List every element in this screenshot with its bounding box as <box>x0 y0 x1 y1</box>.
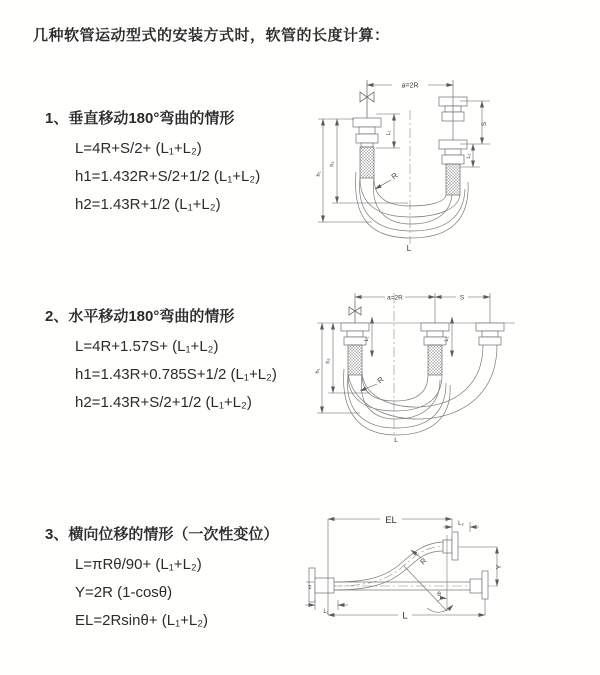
radius-label: R <box>418 555 429 567</box>
el-label: EL <box>385 515 397 526</box>
right-flange-original <box>470 571 488 599</box>
length-label: L <box>406 243 412 253</box>
centerline-mark: z <box>308 585 312 591</box>
formula-y: Y=2R (1-cosθ) <box>75 584 173 601</box>
formula-h1: h1=1.43R+0.785S+1/2 (L₁+L₂) <box>75 366 277 383</box>
section-1-formulas <box>75 135 260 219</box>
s-curve-hose <box>334 542 443 590</box>
middle-braided-hose <box>428 345 442 375</box>
l1-label: L₁ <box>323 609 329 615</box>
length-label: L <box>394 437 398 444</box>
formula-h2: h2=1.43R+S/2+1/2 (L₁+L₂) <box>75 394 252 411</box>
dimension-lines <box>305 519 497 615</box>
lateral-displacement-diagram <box>300 505 590 623</box>
formula-el: EL=2Rsinθ+ (L₁+L₂) <box>75 612 209 629</box>
left-braided-hose <box>348 345 362 375</box>
section-3-formulas <box>75 551 278 635</box>
l2-label: L₂ <box>444 336 450 342</box>
section-2 <box>45 305 277 417</box>
right-flange-displaced <box>443 532 458 560</box>
page-title: 几种软管运动型式的安装方式时，软管的长度计算： <box>33 27 390 44</box>
section-1 <box>45 107 260 219</box>
left-flange <box>309 568 334 602</box>
theta-label: θ <box>437 591 441 598</box>
radius-label: R <box>375 374 386 386</box>
section-1-heading: 1、垂直移动180°弯曲的情形 <box>45 110 235 127</box>
section-2-formulas <box>75 333 277 417</box>
formula-h1: h1=1.432R+S/2+1/2 (L₁+L₂) <box>75 168 261 185</box>
valve-icon <box>360 80 374 118</box>
span-label: a=2R <box>387 294 403 302</box>
h2-label: h₂ <box>325 358 332 364</box>
l1-label: L₁ <box>386 130 392 136</box>
radius-label: R <box>389 170 400 182</box>
valve-icon <box>349 301 361 323</box>
diagram-labels <box>309 515 504 622</box>
length-label: L <box>402 610 408 622</box>
h1-label: h₁ <box>315 368 321 374</box>
l2-label: L₂ <box>458 521 464 527</box>
horizontal-move-180-diagram <box>310 285 560 447</box>
y-label: Y <box>496 564 503 570</box>
section-2-heading: 2、水平移动180°弯曲的情形 <box>45 308 235 325</box>
s-label: S <box>459 294 465 302</box>
hose-bend-arcs <box>344 345 497 435</box>
dimension-lines <box>317 293 490 413</box>
formula-length: L=πRθ/90+ (L₁+L₂) <box>75 556 202 573</box>
l2-label: L₂ <box>466 153 472 159</box>
h1-label: h₁ <box>316 171 322 177</box>
formula-length: L=4R+1.57S+ (L₁+L₂) <box>75 338 219 355</box>
formula-length: L=4R+S/2+ (L₁+L₂) <box>75 140 202 157</box>
diagram-labels <box>315 295 465 445</box>
right-fitting <box>476 323 504 345</box>
section-3 <box>45 523 278 635</box>
right-fitting-lower <box>439 140 467 164</box>
formula-h2: h2=1.43R+1/2 (L₁+L₂) <box>75 196 221 213</box>
left-braided-hose <box>360 147 374 178</box>
h2-label: h₂ <box>329 161 336 167</box>
diagram-labels <box>316 83 488 254</box>
span-label: a=2R <box>401 82 419 90</box>
left-fitting <box>353 118 381 147</box>
s-label: S <box>481 121 488 127</box>
vertical-move-180-diagram <box>312 72 560 258</box>
right-braided-hose <box>446 164 460 195</box>
section-3-heading: 3、横向位移的情形（一次性变位） <box>45 526 279 543</box>
l1-label: L₁ <box>364 336 370 342</box>
